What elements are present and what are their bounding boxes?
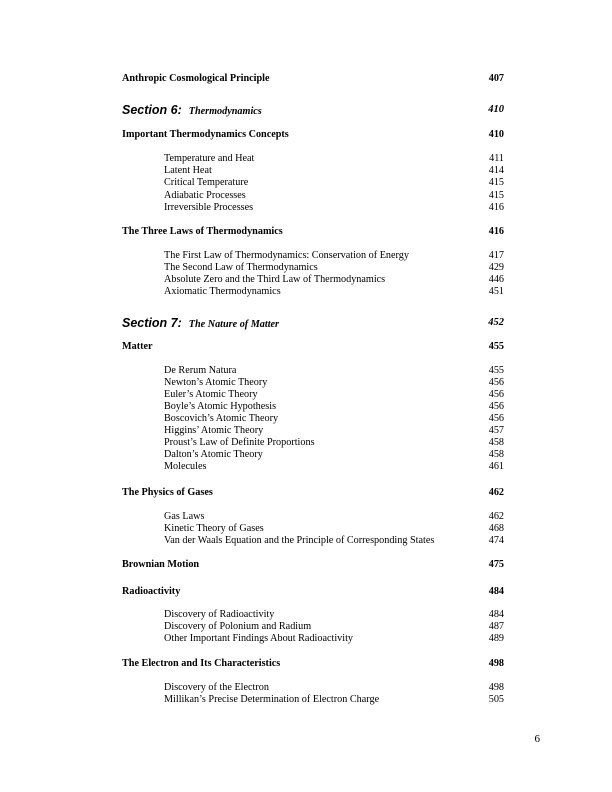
chapter-title: The Electron and Its Characteristics (122, 658, 281, 669)
item-title: Van der Waals Equation and the Principle of Corresponding States (164, 535, 435, 546)
item-title: Irreversible Processes (164, 202, 254, 213)
section-title: Thermodynamics (188, 106, 262, 117)
item-title: Discovery of Radioactivity (164, 609, 275, 620)
toc-chapter-radioactivity[interactable] (0, 585, 612, 599)
item-title: Dalton’s Atomic Theory (164, 449, 263, 460)
section-page: 452 (488, 317, 504, 328)
toc-item[interactable] (0, 534, 612, 548)
chapter-page: 475 (488, 559, 504, 570)
toc-item[interactable] (0, 176, 612, 190)
item-title: The Second Law of Thermodynamics (164, 262, 318, 273)
chapter-title: Radioactivity (122, 586, 181, 597)
item-page: 458 (488, 449, 504, 460)
item-page: 461 (488, 461, 504, 472)
section-title: The Nature of Matter (188, 319, 280, 330)
section-6-heading[interactable] (0, 101, 612, 119)
item-title: Discovery of the Electron (164, 682, 269, 693)
item-page: 498 (488, 682, 504, 693)
item-page: 451 (488, 286, 504, 297)
item-title: Proust’s Law of Definite Proportions (164, 437, 315, 448)
chapter-page: 462 (488, 487, 504, 498)
toc-chapter-electron[interactable] (0, 657, 612, 671)
item-page: 456 (488, 401, 504, 412)
toc-chapter-physics-of-gases[interactable] (0, 486, 612, 500)
item-page: 468 (488, 523, 504, 534)
item-title: De Rerum Natura (164, 365, 237, 376)
chapter-title: Important Thermodynamics Concepts (122, 129, 289, 140)
toc-chapter-matter[interactable] (0, 340, 612, 354)
chapter-page: 416 (488, 226, 504, 237)
chapter-page: 410 (488, 129, 504, 140)
toc-item[interactable] (0, 632, 612, 646)
item-title: Absolute Zero and the Third Law of Thermodynamics (164, 274, 386, 285)
toc-item[interactable] (0, 201, 612, 215)
item-title: Latent Heat (164, 165, 212, 176)
item-title: Axiomatic Thermodynamics (164, 286, 281, 297)
toc-entry-title: Anthropic Cosmological Principle (122, 73, 270, 84)
item-title: Other Important Findings About Radioactivity (164, 633, 354, 644)
toc-entry-page: 407 (488, 73, 504, 84)
item-page: 505 (488, 694, 504, 705)
item-page: 462 (488, 511, 504, 522)
item-page: 456 (488, 377, 504, 388)
item-page: 456 (488, 413, 504, 424)
toc-item[interactable] (0, 285, 612, 299)
item-title: Euler’s Atomic Theory (164, 389, 258, 400)
item-page: 455 (488, 365, 504, 376)
toc-chapter-brownian-motion[interactable] (0, 558, 612, 572)
chapter-page: 498 (488, 658, 504, 669)
item-title: Boyle’s Atomic Hypothesis (164, 401, 277, 412)
item-title: Discovery of Polonium and Radium (164, 621, 312, 632)
section-page: 410 (488, 104, 504, 115)
item-page: 484 (488, 609, 504, 620)
toc-item[interactable] (0, 460, 612, 474)
item-page: 417 (488, 250, 504, 261)
chapter-page: 455 (488, 341, 504, 352)
item-page: 429 (488, 262, 504, 273)
item-title: Temperature and Heat (164, 153, 255, 164)
item-page: 458 (488, 437, 504, 448)
item-page: 416 (488, 202, 504, 213)
chapter-title: The Physics of Gases (122, 487, 213, 498)
item-page: 456 (488, 389, 504, 400)
item-page: 414 (488, 165, 504, 176)
item-title: Molecules (164, 461, 207, 472)
toc-item[interactable] (0, 693, 612, 707)
item-page: 446 (488, 274, 504, 285)
item-page: 489 (488, 633, 504, 644)
item-page: 457 (488, 425, 504, 436)
toc-chapter-thermo-concepts[interactable] (0, 128, 612, 142)
page-number: 6 (534, 733, 540, 745)
chapter-page: 484 (488, 586, 504, 597)
chapter-title: Brownian Motion (122, 559, 200, 570)
item-title: Adiabatic Processes (164, 190, 246, 201)
section-label: Section 7: (122, 316, 182, 330)
item-page: 415 (488, 190, 504, 201)
item-title: Newton’s Atomic Theory (164, 377, 268, 388)
item-title: Millikan’s Precise Determination of Electron Charge (164, 694, 380, 705)
item-page: 474 (488, 535, 504, 546)
item-title: Kinetic Theory of Gases (164, 523, 264, 534)
toc-entry-anthropic[interactable] (0, 72, 612, 86)
section-label: Section 6: (122, 103, 182, 117)
item-title: The First Law of Thermodynamics: Conservation of Energy (164, 250, 409, 261)
toc-chapter-three-laws[interactable] (0, 225, 612, 239)
section-7-heading[interactable] (0, 314, 612, 332)
item-title: Boscovich’s Atomic Theory (164, 413, 279, 424)
item-page: 487 (488, 621, 504, 632)
item-title: Higgins’ Atomic Theory (164, 425, 264, 436)
item-page: 411 (489, 153, 504, 164)
item-title: Gas Laws (164, 511, 205, 522)
item-page: 415 (488, 177, 504, 188)
chapter-title: Matter (122, 341, 153, 352)
chapter-title: The Three Laws of Thermodynamics (122, 226, 283, 237)
item-title: Critical Temperature (164, 177, 249, 188)
